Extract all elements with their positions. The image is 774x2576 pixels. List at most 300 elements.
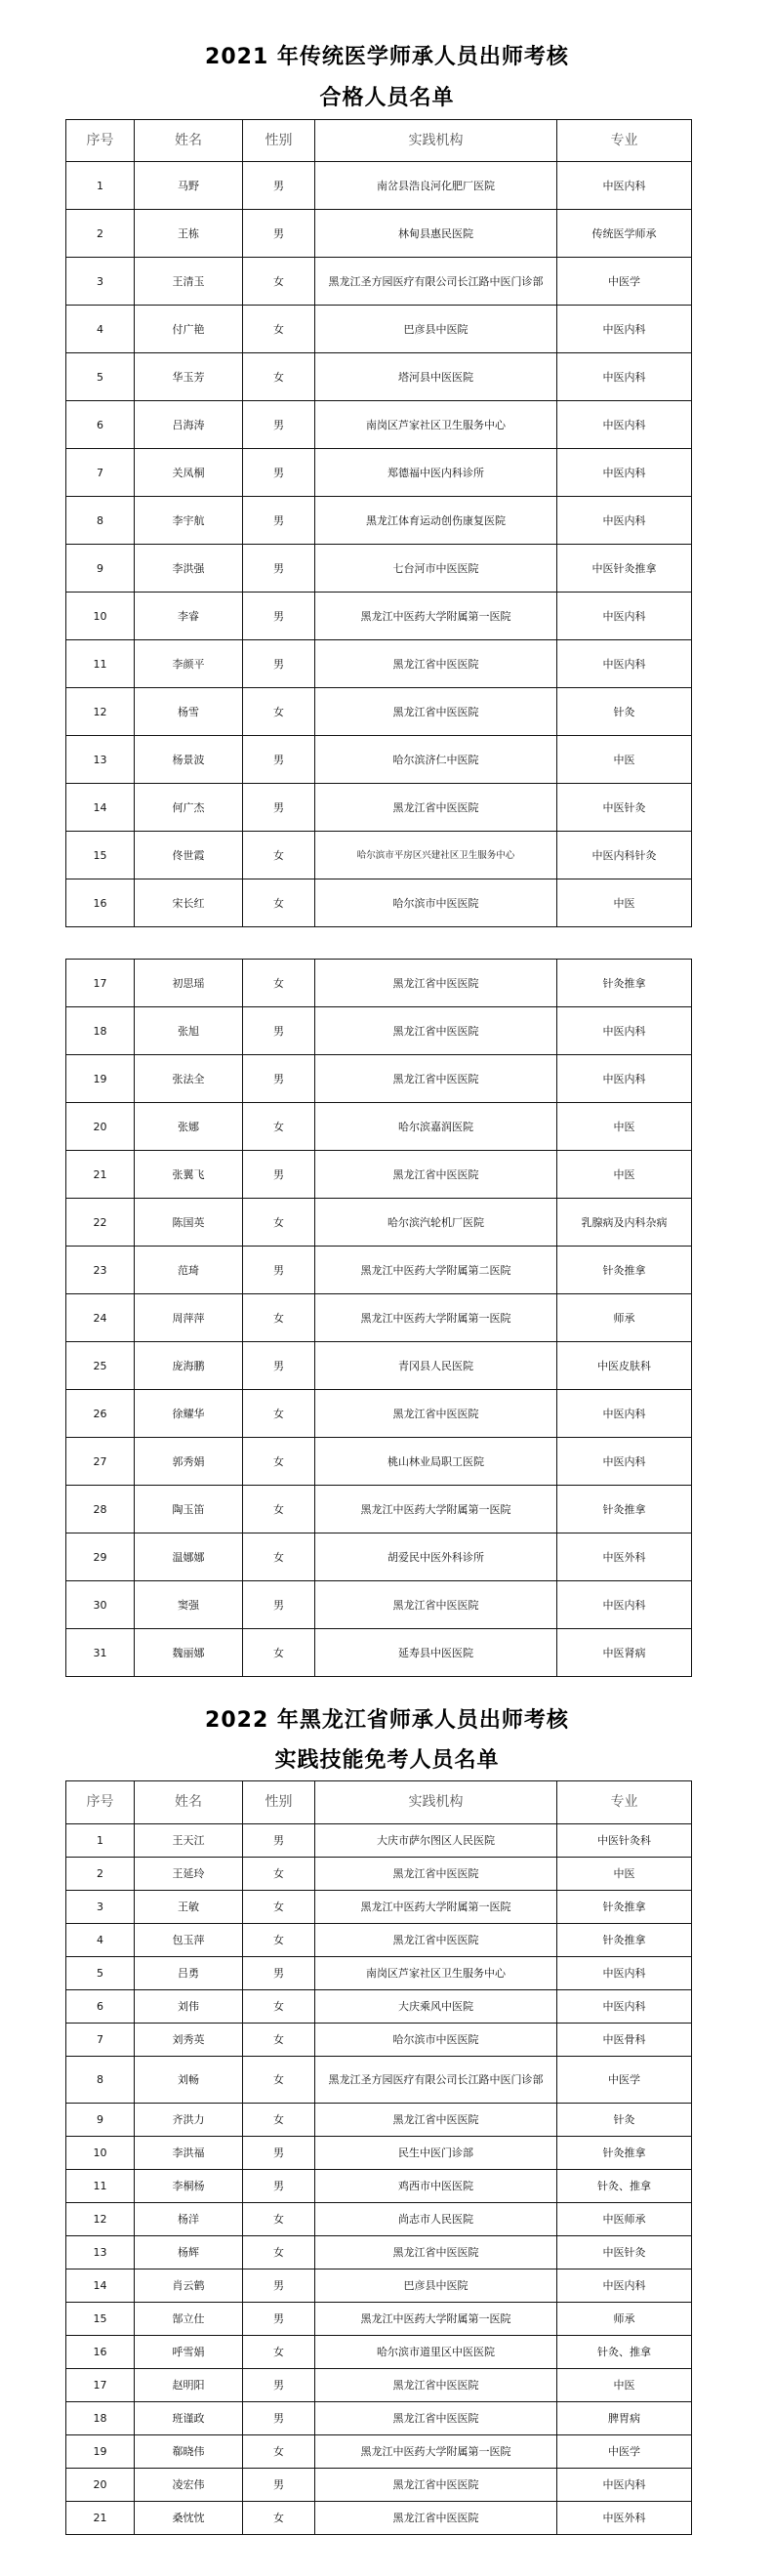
row-number: 16 [66, 2336, 135, 2369]
gender: 女 [243, 2435, 315, 2469]
person-name: 华玉芳 [135, 353, 243, 401]
specialty: 中医学 [557, 2435, 692, 2469]
institution: 南岗区芦家社区卫生服务中心 [315, 1957, 557, 1990]
gender: 女 [243, 2024, 315, 2057]
gender: 女 [243, 832, 315, 879]
gender: 男 [243, 545, 315, 593]
person-name: 郗晓伟 [135, 2435, 243, 2469]
row-number: 8 [66, 2057, 135, 2104]
row-number: 5 [66, 1957, 135, 1990]
specialty: 针灸 [557, 2104, 692, 2137]
person-name: 李宇航 [135, 497, 243, 545]
table-row [66, 784, 692, 832]
table-row [66, 162, 692, 210]
table-header-row [66, 1781, 692, 1824]
table-row [66, 2369, 692, 2402]
gender: 男 [243, 2137, 315, 2170]
person-name: 陈国英 [135, 1199, 243, 1247]
row-number: 2 [66, 1858, 135, 1891]
row-number: 17 [66, 960, 135, 1007]
row-number: 18 [66, 2402, 135, 2435]
person-name: 郜立仕 [135, 2303, 243, 2336]
gender: 女 [243, 2104, 315, 2137]
table-row [66, 1438, 692, 1486]
person-name: 李洪强 [135, 545, 243, 593]
section2-title-line2: 实践技能免考人员名单 [274, 1748, 500, 1773]
specialty: 中医内科 [557, 401, 692, 449]
gender: 男 [243, 2269, 315, 2303]
gender: 男 [243, 449, 315, 497]
person-name: 王天江 [135, 1824, 243, 1858]
person-name: 温娜娜 [135, 1533, 243, 1581]
section1-title-line2: 合格人员名单 [319, 86, 455, 110]
person-name: 班谨政 [135, 2402, 243, 2435]
institution: 巴彦县中医院 [315, 306, 557, 353]
institution: 黑龙江省中医医院 [315, 2402, 557, 2435]
person-name: 陶玉笛 [135, 1486, 243, 1533]
row-number: 20 [66, 2469, 135, 2502]
row-number: 23 [66, 1247, 135, 1294]
institution: 黑龙江中医药大学附属第一医院 [315, 1294, 557, 1342]
table-row [66, 258, 692, 306]
row-number: 2 [66, 210, 135, 258]
person-name: 初思瑶 [135, 960, 243, 1007]
gender: 男 [243, 497, 315, 545]
table-row [66, 736, 692, 784]
institution: 黑龙江省中医医院 [315, 960, 557, 1007]
row-number: 6 [66, 1990, 135, 2024]
person-name: 李桐杨 [135, 2170, 243, 2203]
section1-table-part-a [65, 119, 692, 927]
gender: 男 [243, 1247, 315, 1294]
person-name: 李睿 [135, 593, 243, 640]
person-name: 关凤桐 [135, 449, 243, 497]
specialty: 中医肾病 [557, 1629, 692, 1677]
gender: 女 [243, 1891, 315, 1924]
specialty: 中医内科 [557, 1581, 692, 1629]
gender: 女 [243, 306, 315, 353]
institution: 黑龙江体育运动创伤康复医院 [315, 497, 557, 545]
table-row [66, 1342, 692, 1390]
person-name: 范琦 [135, 1247, 243, 1294]
table-row [66, 1581, 692, 1629]
gender: 女 [243, 1924, 315, 1957]
person-name: 杨雪 [135, 688, 243, 736]
specialty: 中医 [557, 736, 692, 784]
specialty: 中医内科针灸 [557, 832, 692, 879]
specialty: 针灸推拿 [557, 1924, 692, 1957]
person-name: 张娜 [135, 1103, 243, 1151]
header-sex: 性别 [243, 120, 315, 162]
institution: 黑龙江圣方园医疗有限公司长江路中医门诊部 [315, 258, 557, 306]
row-number: 29 [66, 1533, 135, 1581]
row-number: 4 [66, 306, 135, 353]
gender: 女 [243, 1199, 315, 1247]
row-number: 30 [66, 1581, 135, 1629]
table-row [66, 2336, 692, 2369]
table-row [66, 688, 692, 736]
institution: 黑龙江省中医医院 [315, 2469, 557, 2502]
person-name: 佟世霞 [135, 832, 243, 879]
specialty: 中医 [557, 1858, 692, 1891]
specialty: 针灸、推拿 [557, 2170, 692, 2203]
specialty: 中医内科 [557, 449, 692, 497]
institution: 黑龙江中医药大学附属第一医院 [315, 2435, 557, 2469]
gender: 男 [243, 1342, 315, 1390]
table-row [66, 2170, 692, 2203]
gender: 女 [243, 1103, 315, 1151]
table-row [66, 306, 692, 353]
table-row [66, 2137, 692, 2170]
institution: 黑龙江省中医医院 [315, 640, 557, 688]
table-row [66, 1629, 692, 1677]
gender: 女 [243, 2057, 315, 2104]
institution: 黑龙江省中医医院 [315, 2236, 557, 2269]
row-number: 13 [66, 2236, 135, 2269]
specialty: 中医针灸 [557, 2236, 692, 2269]
gender: 女 [243, 2336, 315, 2369]
specialty: 中医内科 [557, 1007, 692, 1055]
table-row [66, 1858, 692, 1891]
specialty: 中医骨科 [557, 2024, 692, 2057]
person-name: 吕勇 [135, 1957, 243, 1990]
institution: 黑龙江省中医医院 [315, 1007, 557, 1055]
table-row [66, 2469, 692, 2502]
gender: 女 [243, 2203, 315, 2236]
institution: 黑龙江省中医医院 [315, 1581, 557, 1629]
person-name: 张旭 [135, 1007, 243, 1055]
institution: 延寿县中医医院 [315, 1629, 557, 1677]
institution: 黑龙江省中医医院 [315, 1151, 557, 1199]
gender: 女 [243, 353, 315, 401]
specialty: 中医 [557, 2369, 692, 2402]
table-row [66, 1891, 692, 1924]
gender: 男 [243, 1007, 315, 1055]
specialty: 中医师承 [557, 2203, 692, 2236]
institution: 郑德福中医内科诊所 [315, 449, 557, 497]
institution: 黑龙江中医药大学附属第一医院 [315, 1891, 557, 1924]
person-name: 周萍萍 [135, 1294, 243, 1342]
gender: 男 [243, 1151, 315, 1199]
row-number: 8 [66, 497, 135, 545]
gender: 女 [243, 2502, 315, 2535]
row-number: 21 [66, 1151, 135, 1199]
gender: 男 [243, 2402, 315, 2435]
table-row [66, 1390, 692, 1438]
row-number: 5 [66, 353, 135, 401]
specialty: 师承 [557, 2303, 692, 2336]
institution: 哈尔滨市中医医院 [315, 2024, 557, 2057]
specialty: 中医外科 [557, 1533, 692, 1581]
institution: 哈尔滨嘉润医院 [315, 1103, 557, 1151]
row-number: 27 [66, 1438, 135, 1486]
person-name: 魏丽娜 [135, 1629, 243, 1677]
institution: 黑龙江省中医医院 [315, 2502, 557, 2535]
specialty: 传统医学师承 [557, 210, 692, 258]
institution: 巴彦县中医院 [315, 2269, 557, 2303]
specialty: 中医针灸 [557, 784, 692, 832]
table-row [66, 2435, 692, 2469]
table-row [66, 2203, 692, 2236]
institution: 哈尔滨汽轮机厂医院 [315, 1199, 557, 1247]
specialty: 乳腺病及内科杂病 [557, 1199, 692, 1247]
table-row [66, 2303, 692, 2336]
institution: 青冈县人民医院 [315, 1342, 557, 1390]
person-name: 刘秀英 [135, 2024, 243, 2057]
header-specialty: 专业 [557, 1781, 692, 1824]
gender: 女 [243, 1629, 315, 1677]
gender: 男 [243, 1824, 315, 1858]
gender: 男 [243, 736, 315, 784]
table-row [66, 879, 692, 927]
table-row [66, 832, 692, 879]
gender: 女 [243, 258, 315, 306]
gender: 男 [243, 401, 315, 449]
person-name: 杨洋 [135, 2203, 243, 2236]
row-number: 14 [66, 784, 135, 832]
header-specialty: 专业 [557, 120, 692, 162]
section2-table [65, 1780, 692, 2535]
specialty: 针灸推拿 [557, 960, 692, 1007]
row-number: 15 [66, 832, 135, 879]
table-row [66, 2269, 692, 2303]
row-number: 3 [66, 1891, 135, 1924]
header-name: 姓名 [135, 120, 243, 162]
specialty: 针灸、推拿 [557, 2336, 692, 2369]
row-number: 13 [66, 736, 135, 784]
table-row [66, 1103, 692, 1151]
person-name: 肖云鹤 [135, 2269, 243, 2303]
person-name: 王栋 [135, 210, 243, 258]
table-row [66, 593, 692, 640]
person-name: 刘畅 [135, 2057, 243, 2104]
row-number: 9 [66, 545, 135, 593]
table-row [66, 1007, 692, 1055]
institution: 哈尔滨济仁中医院 [315, 736, 557, 784]
person-name: 徐耀华 [135, 1390, 243, 1438]
person-name: 张翼飞 [135, 1151, 243, 1199]
table-row [66, 353, 692, 401]
gender: 女 [243, 960, 315, 1007]
institution: 林甸县惠民医院 [315, 210, 557, 258]
row-number: 6 [66, 401, 135, 449]
person-name: 郭秀娟 [135, 1438, 243, 1486]
row-number: 7 [66, 2024, 135, 2057]
gender: 女 [243, 1533, 315, 1581]
specialty: 针灸 [557, 688, 692, 736]
gender: 男 [243, 2170, 315, 2203]
row-number: 25 [66, 1342, 135, 1390]
table-row [66, 1957, 692, 1990]
row-number: 11 [66, 640, 135, 688]
person-name: 窦强 [135, 1581, 243, 1629]
institution: 黑龙江中医药大学附属第一医院 [315, 1486, 557, 1533]
specialty: 中医针灸科 [557, 1824, 692, 1858]
person-name: 王延玲 [135, 1858, 243, 1891]
row-number: 14 [66, 2269, 135, 2303]
table-row [66, 1247, 692, 1294]
specialty: 中医内科 [557, 497, 692, 545]
institution: 黑龙江省中医医院 [315, 784, 557, 832]
gender: 男 [243, 210, 315, 258]
specialty: 师承 [557, 1294, 692, 1342]
section2-title-line1: 2022 年黑龙江省师承人员出师考核 [205, 1708, 569, 1733]
gender: 男 [243, 1957, 315, 1990]
person-name: 凌宏伟 [135, 2469, 243, 2502]
header-name: 姓名 [135, 1781, 243, 1824]
row-number: 16 [66, 879, 135, 927]
row-number: 1 [66, 1824, 135, 1858]
specialty: 中医内科 [557, 353, 692, 401]
specialty: 中医 [557, 879, 692, 927]
institution: 哈尔滨市平房区兴建社区卫生服务中心 [315, 832, 557, 879]
table-row [66, 401, 692, 449]
row-number: 18 [66, 1007, 135, 1055]
person-name: 杨辉 [135, 2236, 243, 2269]
institution: 黑龙江省中医医院 [315, 2104, 557, 2137]
table-row [66, 2104, 692, 2137]
table-row [66, 640, 692, 688]
row-number: 19 [66, 1055, 135, 1103]
section1-table-part-b [65, 959, 692, 1677]
person-name: 付广艳 [135, 306, 243, 353]
header-institution: 实践机构 [315, 1781, 557, 1824]
specialty: 中医针灸推拿 [557, 545, 692, 593]
section1-title-line1: 2021 年传统医学师承人员出师考核 [205, 45, 569, 69]
row-number: 10 [66, 593, 135, 640]
header-institution: 实践机构 [315, 120, 557, 162]
table-row [66, 2057, 692, 2104]
person-name: 庞海鹏 [135, 1342, 243, 1390]
header-sex: 性别 [243, 1781, 315, 1824]
institution: 黑龙江省中医医院 [315, 1924, 557, 1957]
row-number: 1 [66, 162, 135, 210]
institution: 黑龙江省中医医院 [315, 2369, 557, 2402]
gender: 女 [243, 879, 315, 927]
specialty: 中医外科 [557, 2502, 692, 2535]
specialty: 中医内科 [557, 1438, 692, 1486]
table-header-row [66, 120, 692, 162]
gender: 男 [243, 1581, 315, 1629]
person-name: 马野 [135, 162, 243, 210]
gender: 女 [243, 2236, 315, 2269]
institution: 大庆乘风中医院 [315, 1990, 557, 2024]
gender: 男 [243, 1055, 315, 1103]
person-name: 何广杰 [135, 784, 243, 832]
table-row [66, 1990, 692, 2024]
institution: 南岗区芦家社区卫生服务中心 [315, 401, 557, 449]
institution: 南岔县浩良河化肥厂医院 [315, 162, 557, 210]
institution: 黑龙江中医药大学附属第二医院 [315, 1247, 557, 1294]
specialty: 中医内科 [557, 1957, 692, 1990]
header-number: 序号 [66, 120, 135, 162]
specialty: 针灸推拿 [557, 1486, 692, 1533]
gender: 男 [243, 2369, 315, 2402]
gender: 女 [243, 1486, 315, 1533]
gender: 女 [243, 1858, 315, 1891]
specialty: 中医 [557, 1103, 692, 1151]
row-number: 12 [66, 2203, 135, 2236]
row-number: 10 [66, 2137, 135, 2170]
row-number: 17 [66, 2369, 135, 2402]
person-name: 刘伟 [135, 1990, 243, 2024]
row-number: 22 [66, 1199, 135, 1247]
institution: 七台河市中医医院 [315, 545, 557, 593]
person-name: 李洪福 [135, 2137, 243, 2170]
institution: 哈尔滨市道里区中医医院 [315, 2336, 557, 2369]
gender: 女 [243, 1390, 315, 1438]
specialty: 中医内科 [557, 162, 692, 210]
row-number: 11 [66, 2170, 135, 2203]
specialty: 中医皮肤科 [557, 1342, 692, 1390]
specialty: 针灸推拿 [557, 2137, 692, 2170]
specialty: 中医内科 [557, 2269, 692, 2303]
table-row [66, 1924, 692, 1957]
institution: 黑龙江省中医医院 [315, 688, 557, 736]
gender: 男 [243, 162, 315, 210]
institution: 黑龙江省中医医院 [315, 1390, 557, 1438]
institution: 哈尔滨市中医医院 [315, 879, 557, 927]
table-row [66, 1151, 692, 1199]
row-number: 4 [66, 1924, 135, 1957]
table-row [66, 2236, 692, 2269]
gender: 男 [243, 593, 315, 640]
institution: 鸡西市中医医院 [315, 2170, 557, 2203]
table-row [66, 1824, 692, 1858]
specialty: 针灸推拿 [557, 1891, 692, 1924]
institution: 胡爱民中医外科诊所 [315, 1533, 557, 1581]
table-row [66, 960, 692, 1007]
table-row [66, 1055, 692, 1103]
institution: 黑龙江中医药大学附属第一医院 [315, 593, 557, 640]
table-row [66, 2502, 692, 2535]
row-number: 19 [66, 2435, 135, 2469]
row-number: 3 [66, 258, 135, 306]
institution: 黑龙江圣方园医疗有限公司长江路中医门诊部 [315, 2057, 557, 2104]
person-name: 赵明阳 [135, 2369, 243, 2402]
institution: 塔河县中医医院 [315, 353, 557, 401]
row-number: 7 [66, 449, 135, 497]
person-name: 杨景波 [135, 736, 243, 784]
row-number: 20 [66, 1103, 135, 1151]
person-name: 宋长红 [135, 879, 243, 927]
person-name: 包玉萍 [135, 1924, 243, 1957]
table-row [66, 1486, 692, 1533]
specialty: 中医内科 [557, 2469, 692, 2502]
gender: 男 [243, 784, 315, 832]
row-number: 31 [66, 1629, 135, 1677]
row-number: 24 [66, 1294, 135, 1342]
person-name: 李颜平 [135, 640, 243, 688]
specialty: 中医 [557, 1151, 692, 1199]
specialty: 中医内科 [557, 640, 692, 688]
row-number: 26 [66, 1390, 135, 1438]
specialty: 针灸推拿 [557, 1247, 692, 1294]
gender: 男 [243, 2469, 315, 2502]
specialty: 中医内科 [557, 1990, 692, 2024]
person-name: 齐洪力 [135, 2104, 243, 2137]
specialty: 脾胃病 [557, 2402, 692, 2435]
specialty: 中医学 [557, 258, 692, 306]
specialty: 中医内科 [557, 1055, 692, 1103]
table-row [66, 2402, 692, 2435]
row-number: 9 [66, 2104, 135, 2137]
table-row [66, 1294, 692, 1342]
row-number: 12 [66, 688, 135, 736]
specialty: 中医内科 [557, 593, 692, 640]
row-number: 15 [66, 2303, 135, 2336]
table-row [66, 1199, 692, 1247]
